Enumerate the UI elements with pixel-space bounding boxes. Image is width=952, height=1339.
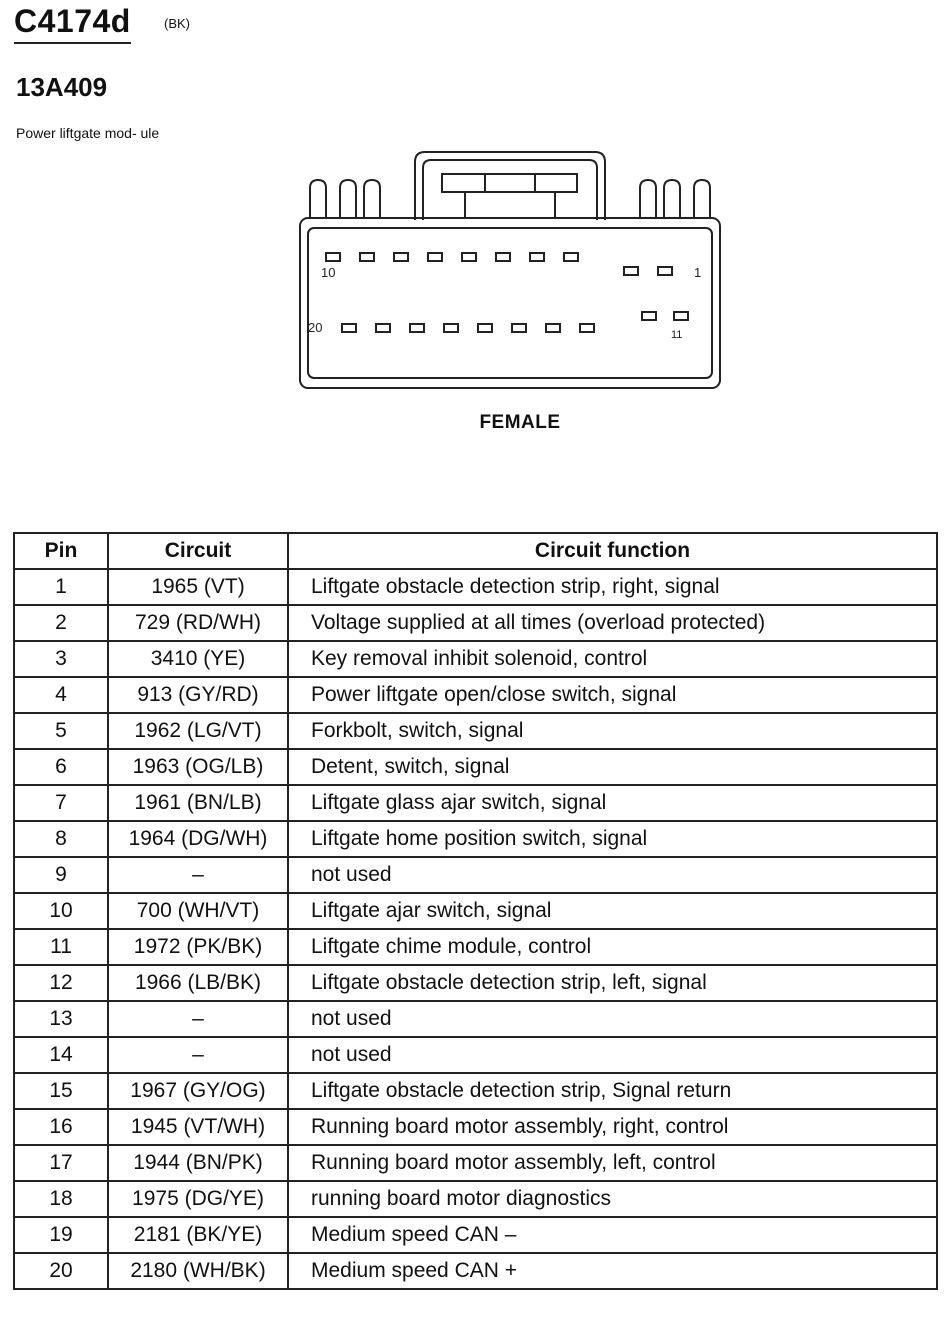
pin-cavity xyxy=(564,253,578,261)
circuit-function: Liftgate obstacle detection strip, right, signal xyxy=(288,569,937,605)
pin-number: 10 xyxy=(14,893,108,929)
pin-number: 20 xyxy=(14,1253,108,1289)
pin-cavity xyxy=(428,253,442,261)
pin-cavity xyxy=(478,324,492,332)
circuit-function: Medium speed CAN + xyxy=(288,1253,937,1289)
table-row xyxy=(14,821,937,857)
pin-label-20: 20 xyxy=(308,320,323,335)
pin-cavity xyxy=(444,324,458,332)
circuit-function: Liftgate home position switch, signal xyxy=(288,821,937,857)
pin-cavity xyxy=(462,253,476,261)
circuit-function: not used xyxy=(288,1037,937,1073)
pin-cavity xyxy=(624,267,638,275)
circuit-code: 1945 (VT/WH) xyxy=(108,1109,288,1145)
table-row xyxy=(14,1037,937,1073)
circuit-function: not used xyxy=(288,1001,937,1037)
pin-cavity xyxy=(580,324,594,332)
table-row xyxy=(14,1109,937,1145)
circuit-function: not used xyxy=(288,857,937,893)
view-label: FEMALE xyxy=(479,412,561,433)
part-number: 13A409 xyxy=(16,72,108,102)
table-row xyxy=(14,1181,937,1217)
pin-number: 5 xyxy=(14,713,108,749)
circuit-function: Detent, switch, signal xyxy=(288,749,937,785)
table-row xyxy=(14,677,937,713)
circuit-code: 2180 (WH/BK) xyxy=(108,1253,288,1289)
pin-cavity xyxy=(342,324,356,332)
table-row xyxy=(14,641,937,677)
table-row xyxy=(14,569,937,605)
circuit-code: 3410 (YE) xyxy=(108,641,288,677)
table-row xyxy=(14,605,937,641)
circuit-code: – xyxy=(108,1001,288,1037)
pin-number: 6 xyxy=(14,749,108,785)
table-row xyxy=(14,857,937,893)
table-header-row xyxy=(14,533,937,569)
circuit-function: running board motor diagnostics xyxy=(288,1181,937,1217)
table-row xyxy=(14,929,937,965)
circuit-function: Liftgate chime module, control xyxy=(288,929,937,965)
pin-number: 3 xyxy=(14,641,108,677)
pin-label-1: 1 xyxy=(694,265,702,280)
circuit-code: 700 (WH/VT) xyxy=(108,893,288,929)
circuit-code: 1961 (BN/LB) xyxy=(108,785,288,821)
pin-cavity xyxy=(512,324,526,332)
circuit-function: Voltage supplied at all times (overload protected) xyxy=(288,605,937,641)
pin-cavity xyxy=(674,312,688,320)
table-row xyxy=(14,1001,937,1037)
connector-color: (BK) xyxy=(164,16,190,31)
table-row xyxy=(14,749,937,785)
pin-cavity xyxy=(546,324,560,332)
table-row xyxy=(14,1253,937,1289)
circuit-code: – xyxy=(108,1037,288,1073)
circuit-code: 1965 (VT) xyxy=(108,569,288,605)
pin-number: 16 xyxy=(14,1109,108,1145)
pinout-table xyxy=(13,532,938,1290)
header-circuit: Circuit xyxy=(108,533,288,569)
component-description: Power liftgate mod- ule xyxy=(16,125,160,141)
pin-cavity xyxy=(394,253,408,261)
table-row xyxy=(14,965,937,1001)
pin-cavity xyxy=(360,253,374,261)
circuit-function: Liftgate obstacle detection strip, Signal return xyxy=(288,1073,937,1109)
pin-cavity xyxy=(658,267,672,275)
table-row xyxy=(14,1073,937,1109)
circuit-function: Liftgate obstacle detection strip, left, signal xyxy=(288,965,937,1001)
circuit-function: Liftgate ajar switch, signal xyxy=(288,893,937,929)
circuit-code: 1963 (OG/LB) xyxy=(108,749,288,785)
pin-number: 13 xyxy=(14,1001,108,1037)
circuit-function: Running board motor assembly, left, control xyxy=(288,1145,937,1181)
table-row xyxy=(14,1145,937,1181)
circuit-code: 729 (RD/WH) xyxy=(108,605,288,641)
table-row xyxy=(14,893,937,929)
circuit-function: Forkbolt, switch, signal xyxy=(288,713,937,749)
circuit-code: 2181 (BK/YE) xyxy=(108,1217,288,1253)
pin-number: 4 xyxy=(14,677,108,713)
pin-number: 19 xyxy=(14,1217,108,1253)
pin-number: 9 xyxy=(14,857,108,893)
circuit-function: Power liftgate open/close switch, signal xyxy=(288,677,937,713)
pin-number: 18 xyxy=(14,1181,108,1217)
pin-cavity xyxy=(642,312,656,320)
circuit-code: 1944 (BN/PK) xyxy=(108,1145,288,1181)
pin-number: 17 xyxy=(14,1145,108,1181)
circuit-function: Liftgate glass ajar switch, signal xyxy=(288,785,937,821)
pin-number: 14 xyxy=(14,1037,108,1073)
pin-number: 8 xyxy=(14,821,108,857)
circuit-code: 1966 (LB/BK) xyxy=(108,965,288,1001)
connector-id: C4174d xyxy=(14,4,131,44)
circuit-function: Medium speed CAN – xyxy=(288,1217,937,1253)
header-pin: Pin xyxy=(14,533,108,569)
pin-label-10: 10 xyxy=(321,265,336,280)
circuit-code: 1967 (GY/OG) xyxy=(108,1073,288,1109)
circuit-function: Key removal inhibit solenoid, control xyxy=(288,641,937,677)
circuit-code: 913 (GY/RD) xyxy=(108,677,288,713)
pin-number: 2 xyxy=(14,605,108,641)
table-row xyxy=(14,1217,937,1253)
pin-number: 15 xyxy=(14,1073,108,1109)
circuit-code: 1962 (LG/VT) xyxy=(108,713,288,749)
pin-cavity xyxy=(376,324,390,332)
pin-number: 7 xyxy=(14,785,108,821)
connector-face-diagram xyxy=(290,148,730,398)
circuit-function: Running board motor assembly, right, control xyxy=(288,1109,937,1145)
pin-cavity xyxy=(410,324,424,332)
pin-cavity xyxy=(530,253,544,261)
pin-cavity xyxy=(326,253,340,261)
header-function: Circuit function xyxy=(288,533,937,569)
circuit-code: 1975 (DG/YE) xyxy=(108,1181,288,1217)
circuit-code: 1972 (PK/BK) xyxy=(108,929,288,965)
table-row xyxy=(14,713,937,749)
table-row xyxy=(14,785,937,821)
pin-number: 1 xyxy=(14,569,108,605)
pin-number: 11 xyxy=(14,929,108,965)
circuit-code: 1964 (DG/WH) xyxy=(108,821,288,857)
pin-number: 12 xyxy=(14,965,108,1001)
pin-cavity xyxy=(496,253,510,261)
circuit-code: – xyxy=(108,857,288,893)
pin-label-11: 11 xyxy=(671,329,683,341)
